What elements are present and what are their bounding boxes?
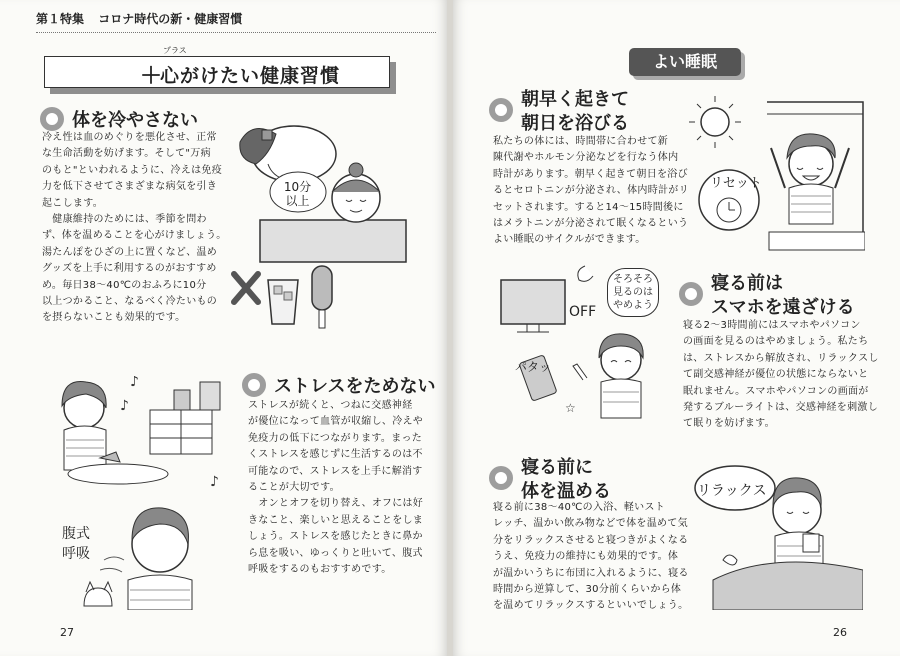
section-title-line1: 寝る前に bbox=[521, 457, 593, 478]
ring-bullet-icon bbox=[242, 373, 266, 397]
banner-title: 心がけたい健康習慣 bbox=[160, 65, 341, 87]
bath-time-label: 10分 以上 bbox=[283, 180, 312, 208]
section-body-warm: 寝る前に38～40℃の入浴、軽いスト レッチ、温かい飲み物などで体を温めて気 分をリラックスさせると寝つきがよくなる うえ、免疫力の維持にも効果的です。体 が温かいうちに布団に入れるように、寝る 時間から逆算して、30分前くらいから体 を温めてリラックスするといいでしょう。 bbox=[493, 502, 689, 612]
ring-bullet-icon bbox=[489, 466, 513, 490]
page-number: 26 bbox=[833, 626, 847, 639]
section-title-line2: スマホを遠ざける bbox=[711, 297, 855, 318]
svg-text:♪: ♪ bbox=[130, 376, 139, 390]
ring-bullet-icon bbox=[679, 282, 703, 306]
svg-text:♪: ♪ bbox=[210, 474, 219, 490]
svg-text:☆: ☆ bbox=[565, 401, 576, 415]
category-tab: よい睡眠 bbox=[629, 48, 741, 76]
feature-title: コロナ時代の新・健康習慣 bbox=[98, 12, 243, 26]
section-heading-stress bbox=[242, 372, 435, 398]
section-body-smartphone: 寝る2～3時間前にはスマホやパソコン の画面を見るのはやめましょう。私たち は、ストレスから解放され、リラックスし て副交感神経が優位の状態にならないと 眠れません。スマホやパソコンの画面が 発するブルーライトは、交感神経を刺激し て眠りを妨げます。 bbox=[683, 320, 879, 430]
cat-icon bbox=[78, 578, 118, 608]
breathing-label: 腹式 呼吸 bbox=[62, 526, 90, 562]
plus-sign: ＋ bbox=[140, 64, 163, 89]
svg-text:♪: ♪ bbox=[120, 398, 129, 414]
ring-bullet-icon bbox=[489, 98, 513, 122]
page-number: 27 bbox=[60, 626, 74, 639]
left-page bbox=[0, 0, 447, 656]
relax-label: リラックス bbox=[697, 483, 767, 499]
ring-bullet-icon bbox=[40, 107, 64, 131]
section-title-line1: 寝る前は bbox=[711, 273, 783, 294]
section-body-stress: ストレスが続くと、つねに交感神経 が優位になって血管が収縮し、冷えや 免疫力の低下につながります。まった くストレスを感じずに生活するのは不 可能なので、ストレスを上手に解消す ることが大切です。 オンとオフを切り替え、オフには好 きなこと、楽しいと思えることをしま しょう。ストレスを感じたときに鼻か ら息を吸い、ゆっくりと吐いて、腹式 呼吸をするのもおすすめです。 bbox=[248, 400, 424, 576]
section-heading-smartphone bbox=[679, 272, 855, 320]
section-heading-cold bbox=[40, 106, 198, 132]
section-title-line2: 朝日を浴びる bbox=[521, 113, 629, 134]
section-heading-morning bbox=[489, 88, 629, 136]
tap-label: パタッ bbox=[515, 360, 552, 374]
section-title-line2: 体を温める bbox=[521, 481, 611, 502]
reset-label: リセット bbox=[710, 176, 762, 191]
section-body-cold: 冷え性は血のめぐりを悪化させ、正常 な生命活動を妨げます。そして"万病 のもと"といわれるように、冷えは免疫 力を低下させてさまざまな病気を引き 起こします。 健康維持のためには、季節を問わ ず、体を温めることを心がけましょう。 湯たんぽをひざの上に置くなど、温め グッズを上手に利用するのがおすすめ め。毎日38～40℃のおふろに10分 以上つかること、なるべく冷たいもの を摂らないことも効果的です。 bbox=[42, 132, 227, 324]
bath-illustration bbox=[258, 160, 408, 265]
section-body-morning: 私たちの体には、時間帯に合わせて新 陳代謝やホルモン分泌などを行なう体内 時計があります。朝早く起きて朝日を浴び るとセロトニンが分泌され、体内時計がリ セットされます。すると14～15時間後に はメラトニンが分泌されて眠くなるという よい睡眠のサイクルができます。 bbox=[493, 136, 689, 246]
feature-header bbox=[36, 10, 436, 33]
health-habits-banner bbox=[44, 46, 390, 89]
feature-number: 第１特集 bbox=[36, 12, 85, 26]
section-title-line1: 朝早く起きて bbox=[521, 89, 629, 110]
section-title: ストレスをためない bbox=[274, 376, 436, 397]
speech-bubble: そろそろ 見るのは やめよう bbox=[607, 268, 659, 317]
plus-ruby: プラス bbox=[163, 46, 187, 55]
relax-drink-illustration bbox=[693, 450, 863, 610]
off-label: OFF bbox=[569, 304, 597, 320]
section-title: 体を冷やさない bbox=[72, 110, 198, 131]
no-cold-food-illustration bbox=[228, 262, 348, 332]
relaxing-woman-illustration bbox=[40, 376, 240, 501]
right-page bbox=[453, 0, 900, 656]
section-heading-warm bbox=[489, 456, 611, 504]
